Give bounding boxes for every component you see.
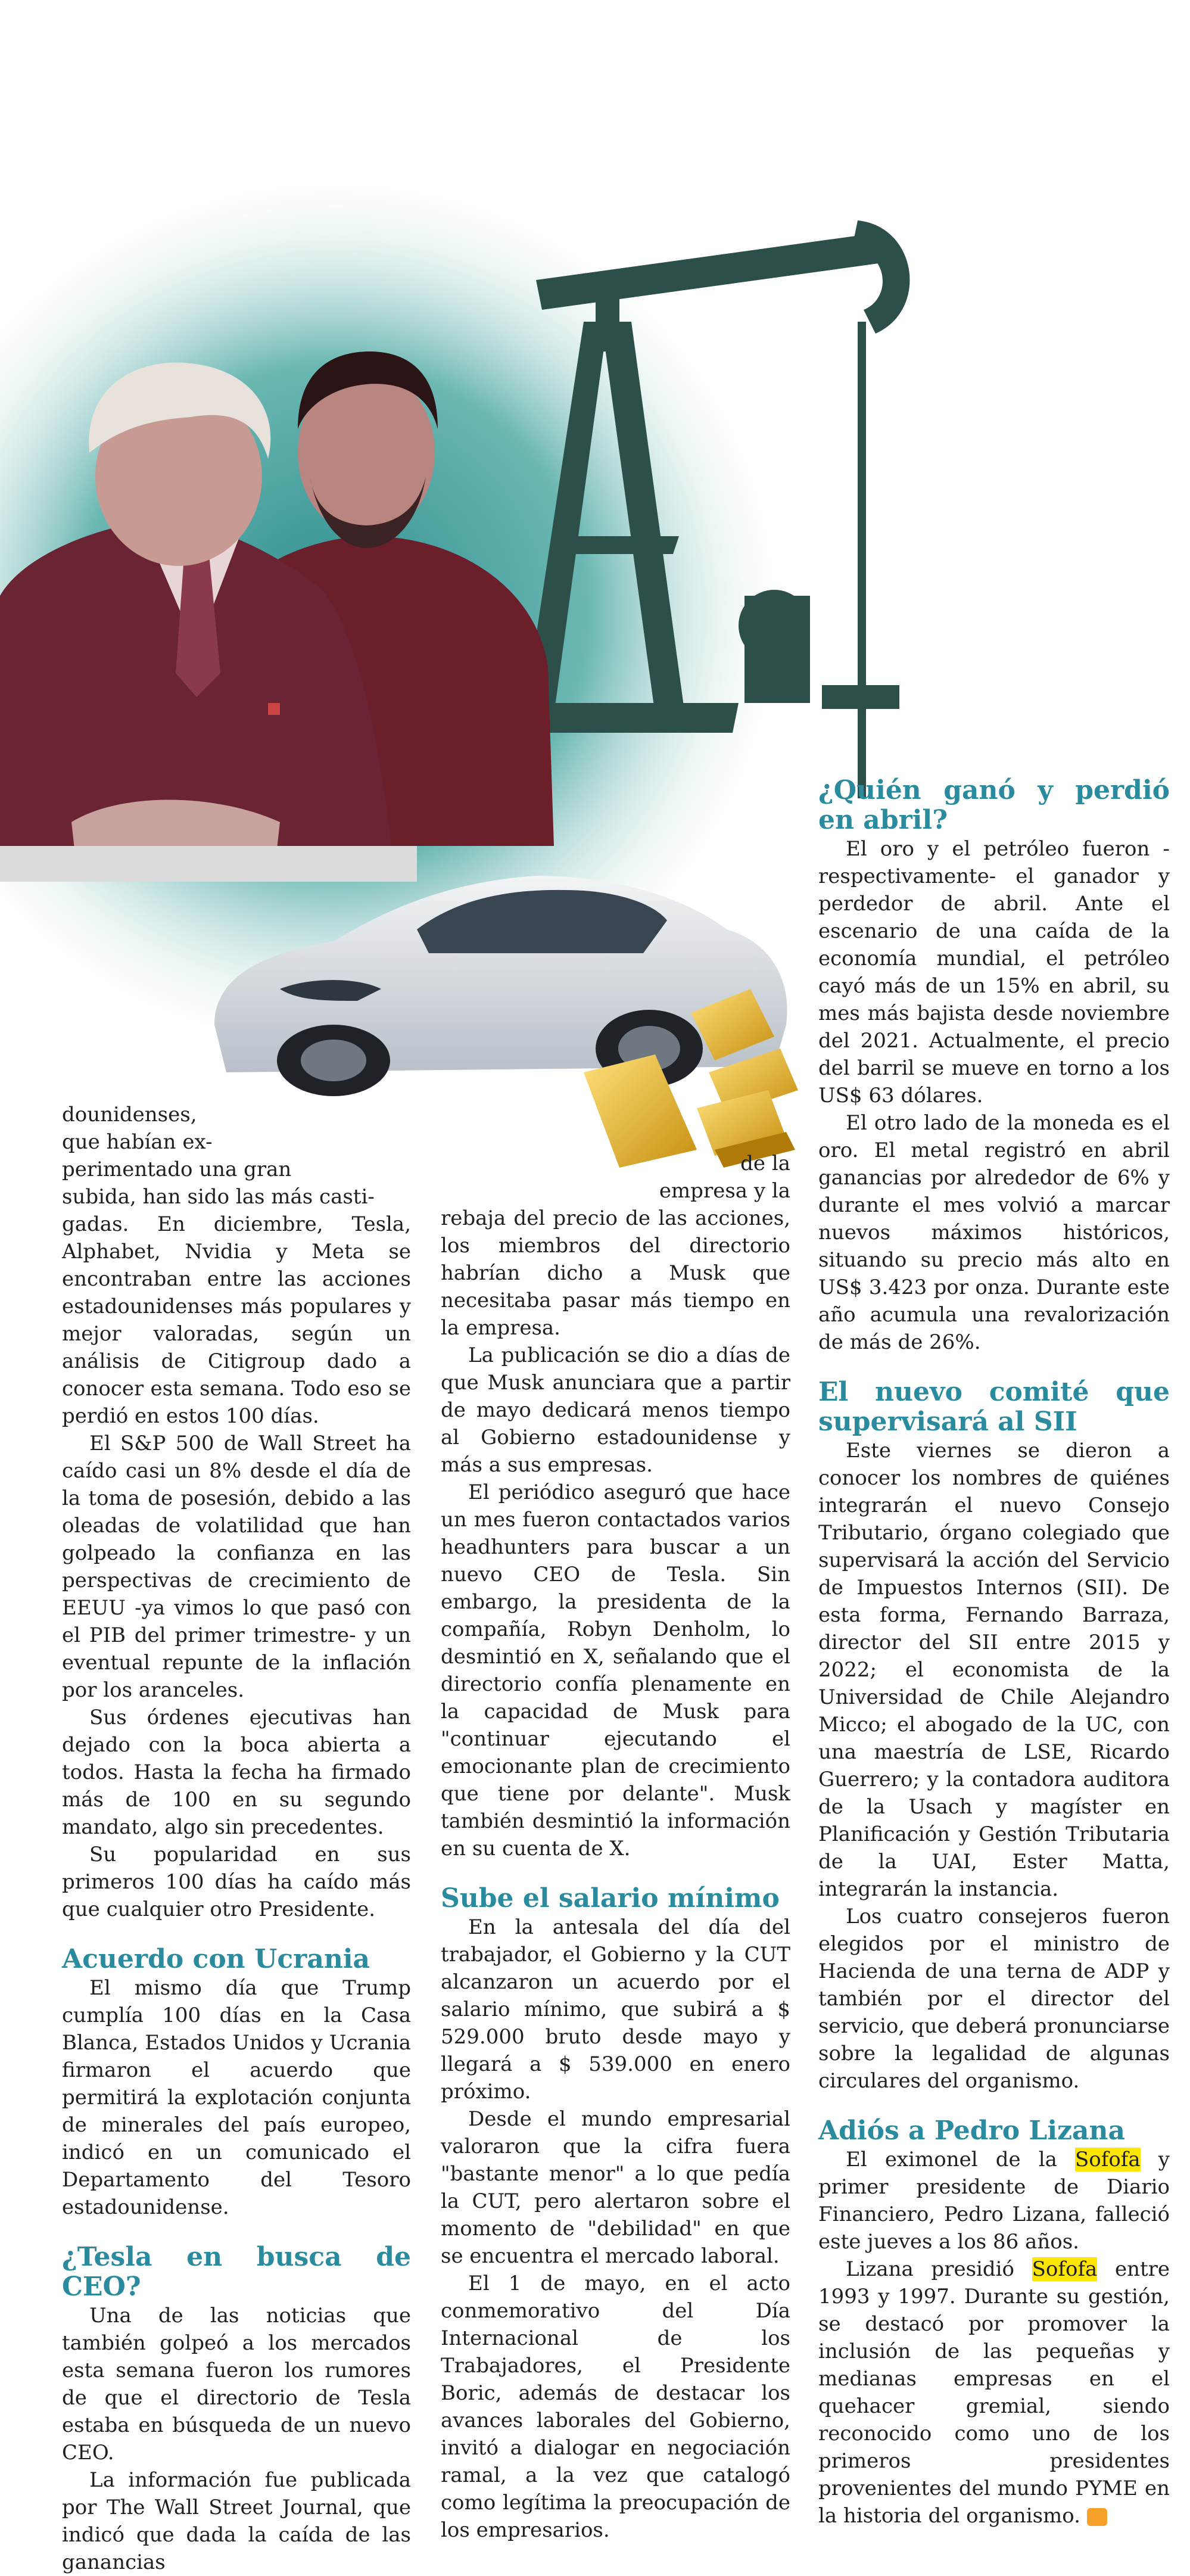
paragraph: La publicación se dio a días de que Musk anunciara que a partir de mayo dedicará menos tiempo al Gobierno estadounidense y más a sus empresas. (441, 1343, 790, 1477)
paragraph: El otro lado de la moneda es el oro. El metal registró en abril ganancias por alrededor de 6% y durante el mes volvió a marcar nuevos máximos históricos, situando su precio más alto en US$ 3.423 por onza. Durante este año acumula una revalorización de más de 26%. (818, 1111, 1170, 1354)
paragraph: El mismo día que Trump cumplía 100 días en la Casa Blanca, Estados Unidos y Ucrania firmaron el acuerdo que permitirá la explotación conjunta de minerales del país europeo, indicó en un comunicado el Departamento del Tesoro estadounidense. (62, 1976, 411, 2219)
paragraph: La información fue publicada por The Wall Street Journal, que indicó que dada la caída de las ganancias (62, 2468, 411, 2574)
paragraph (818, 2146, 1170, 2255)
paragraph (818, 2255, 1170, 2530)
paragraph: Este viernes se dieron a conocer los nombres de quiénes integrarán el nuevo Consejo Tributario, órgano colegiado que supervisará la acción del Servicio de Impuestos Internos (SII). De esta forma, Fernando Barraza, director del SII entre 2015 y 2022; el economista de la Universidad de Chile Alejandro Micco; el abogado de la UC, con una maestría de LSE, Ricardo Guerrero; y la contadora auditora de la Usach y magíster en Planificación y Gestión Tributaria de la UAI, Ester Matta, integrarán la instancia. (818, 1439, 1170, 1901)
paragraph: El S&P 500 de Wall Street ha caído casi un 8% desde el día de la toma de posesión, debido a las oleadas de volatilidad que han golpeado la confianza en las perspectivas de crecimiento de EEUU -ya vimos lo que pasó con el PIB del primer trimestre- y un eventual repunte de la inflación por los aranceles. (62, 1432, 411, 1702)
section-heading: Sube el salario mínimo (441, 1883, 780, 1914)
paragraph: rebaja del precio de las acciones, los miembros del directorio habrían dicho a Musk que necesitaba pasar más tiempo en la empresa. (441, 1206, 790, 1340)
column-left (62, 1101, 411, 2576)
lead-line: dounidenses, (62, 1103, 197, 1127)
text-run: Lizana presidió (846, 2257, 1014, 2281)
text-run: entre 1993 y 1997. Durante su gestión, se destacó por promover la inclusión de las pequeñas y medianas empresas en el quehacer gremial, siendo reconocido como uno de los primeros presidentes provenientes del mundo PYME en la historia del organismo. (818, 2257, 1170, 2528)
paragraph: Sus órdenes ejecutivas han dejado con la boca abierta a todos. Hasta la fecha ha firmado más de 100 en su segundo mandato, algo sin precedentes. (62, 1706, 411, 1839)
text-run: y primer presidente de Diario Financiero, Pedro Lizana, falleció este jueves a los 86 años. (818, 2148, 1170, 2254)
highlighted-term: Sofofa (1032, 2257, 1098, 2281)
lead-line: subida, han sido las más casti- (62, 1185, 375, 1209)
section-heading: Acuerdo con Ucrania (62, 1944, 370, 1974)
lead-line: perimentado una gran (62, 1158, 292, 1181)
paragraph: El 1 de mayo, en el acto conmemorativo del Día Internacional de los Trabajadores, el Presidente Boric, además de destacar los avances laborales del Gobierno, invitó a dialogar en negociación ramal, a la vez que catalogó como legítima la preocupación de los empresarios. (441, 2272, 790, 2542)
paragraph: Una de las noticias que también golpeó a los mercados esta semana fueron los rumores de que el directorio de Tesla estaba en búsqueda de un nuevo CEO. (62, 2304, 411, 2465)
column-middle (441, 1150, 790, 2544)
highlighted-term: Sofofa (1074, 2148, 1141, 2171)
paragraph: Su popularidad en sus primeros 100 días ha caído más que cualquier otro Presidente. (62, 1843, 411, 1921)
paragraph: En la antesala del día del trabajador, el Gobierno y la CUT alcanzaron un acuerdo por el salario mínimo, que subirá a $ 529.000 bruto desde mayo y llegará a $ 539.000 en enero próximo. (441, 1915, 790, 2104)
paragraph: gadas. En diciembre, Tesla, Alphabet, Nvidia y Meta se encontraban entre las acciones estadounidenses más populares y mejor valoradas, según un análisis de Citigroup dado a conocer esta semana. Todo eso se perdió en estos 100 días. (62, 1212, 411, 1428)
lead-line: que habían ex- (62, 1130, 213, 1154)
end-of-article-icon: S (1087, 2508, 1107, 2526)
section-heading: ¿Tesla en busca de CEO? (62, 2242, 411, 2302)
paragraph: Desde el mundo empresarial valoraron que la cifra fuera "bastante menor" a lo que pedía la CUT, pero alertaron sobre el momento de "debilidad" en que se encuentra el mercado laboral. (441, 2107, 790, 2268)
paragraph: El periódico aseguró que hace un mes fueron contactados varios headhunters para buscar a un nuevo CEO de Tesla. Sin embargo, la presidenta de la compañía, Robyn Denholm, lo desmintió en X, señalando que el directorio confía plenamente en la capacidad de Musk para "continuar ejecutando el emocionante plan de crecimiento que tiene por delante". Musk también desmintió la información en su cuenta de X. (441, 1480, 790, 1861)
section-heading: ¿Quién ganó y perdió en abril? (818, 775, 1170, 835)
lead-line: empresa y la (659, 1179, 790, 1203)
lead-line: de la (740, 1152, 790, 1175)
paragraph: El oro y el petróleo fueron -respectivamente- el ganador y perdedor de abril. Ante el escenario de una caída de la economía mundial, el petróleo cayó más de un 15% en abril, su mes más bajista desde noviembre del 2021. Actualmente, el precio del barril se mueve en torno a los US$ 63 dólares. (818, 837, 1170, 1107)
section-heading: El nuevo comité que supervisará al SII (818, 1377, 1170, 1437)
section-heading: Adiós a Pedro Lizana (818, 2115, 1126, 2146)
column-right (818, 776, 1170, 2530)
text-run: El eximonel de la (846, 2148, 1057, 2171)
paragraph: Los cuatro consejeros fueron elegidos por el ministro de Hacienda de una terna de ADP y también por el director del servicio, que deberá pronunciarse sobre la legalidad de algunas circulares del organismo. (818, 1905, 1170, 2093)
